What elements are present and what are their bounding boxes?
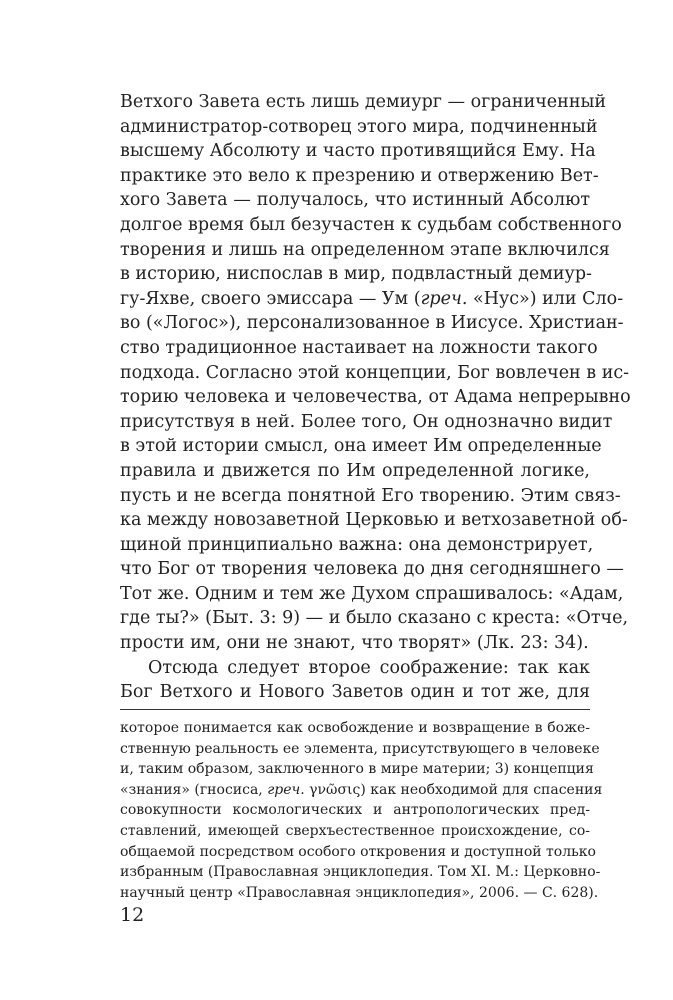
footnote-line: общаемой посредством особого откровения и доступной только — [120, 843, 596, 860]
footnote-line: научный центр «Православная энциклопедия», 2006. — С. 628). — [120, 884, 599, 901]
body-line: что Бог от творения человека до дня сегодняшнего — — [120, 559, 624, 580]
body-line: Бог Ветхого и Нового Заветов один и тот же, для — [120, 682, 590, 703]
body-line: администратор-сотворец этого мира, подчиненный — [120, 116, 598, 137]
body-line: Отсюда следует второе соображение: так как — [148, 657, 590, 678]
body-line: прости им, они не знают, что творят» (Лк. 23: 34). — [120, 633, 589, 654]
body-line: где ты?» (Быт. 3: 9) — и было сказано с креста: «Отче, — [120, 608, 629, 629]
body-line: практике это вело к презрению и отвержению Вет- — [120, 165, 599, 186]
body-line: творения и лишь на определенном этапе включился — [120, 239, 610, 260]
body-line: ство традиционное настаивает на ложности такого — [120, 337, 598, 358]
footnote-line: и, таким образом, заключенного в мире материи; 3) концепция — [120, 761, 594, 778]
italic-term: греч. — [267, 781, 305, 798]
body-line: высшему Абсолюту и часто противящийся Ему. На — [120, 141, 596, 162]
footnote-line: «знания» (гносиса, греч. γνῶσις) как необходимой для спасения — [120, 781, 603, 798]
body-line: присутствуя в ней. Более того, Он однозначно видит — [120, 411, 613, 432]
body-line: ка между новозаветной Церковью и ветхозаветной об- — [120, 510, 628, 531]
footnote-line: совокупности космологических и антропологических пред- — [120, 802, 590, 819]
body-line: во («Логос»), персонализованное в Иисусе. Христиан- — [120, 313, 624, 334]
body-line: правила и движется по Им определенной логике, — [120, 460, 590, 481]
italic-term: греч. — [420, 288, 468, 309]
body-line: щиной принципиально важна: она демонстрирует, — [120, 534, 594, 555]
footnote-line: ставлений, имеющей сверхъестественное происхождение, со- — [120, 822, 590, 839]
body-line: Ветхого Завета есть лишь демиург — ограниченный — [120, 92, 607, 112]
footnote-line: которое понимается как освобождение и возвращение в боже- — [120, 720, 590, 736]
body-line: в историю, ниспослав в мир, подвластный демиур- — [120, 264, 592, 285]
body-line: пусть и не всегда понятной Его творению. Этим связ- — [120, 485, 621, 506]
footnote-divider — [120, 709, 590, 710]
body-line: в этой истории смысл, она имеет Им определенные — [120, 436, 602, 457]
footnote-line: избранным (Православная энциклопедия. Том XI. М.: Церковно- — [120, 864, 601, 881]
main-text — [120, 90, 631, 705]
footnote-line: ственную реальность ее элемента, присутствующего в человеке — [120, 740, 600, 757]
body-line: Тот же. Одним и тем же Духом спрашивалось: «Адам, — [120, 583, 624, 604]
body-line: хого Завета — получалось, что истинный Абсолют — [120, 190, 590, 211]
body-line: подхода. Согласно этой концепции, Бог вовлечен в ис- — [120, 362, 630, 383]
page-number: 12 — [120, 904, 145, 926]
body-line: торию человека и человечества, от Адама непрерывно — [120, 387, 631, 408]
body-line: гу-Яхве, своего эмиссара — Ум (греч. «Нус») или Сло- — [120, 288, 624, 309]
footnote-text — [120, 718, 603, 903]
body-line: долгое время был безучастен к судьбам собственного — [120, 214, 622, 235]
